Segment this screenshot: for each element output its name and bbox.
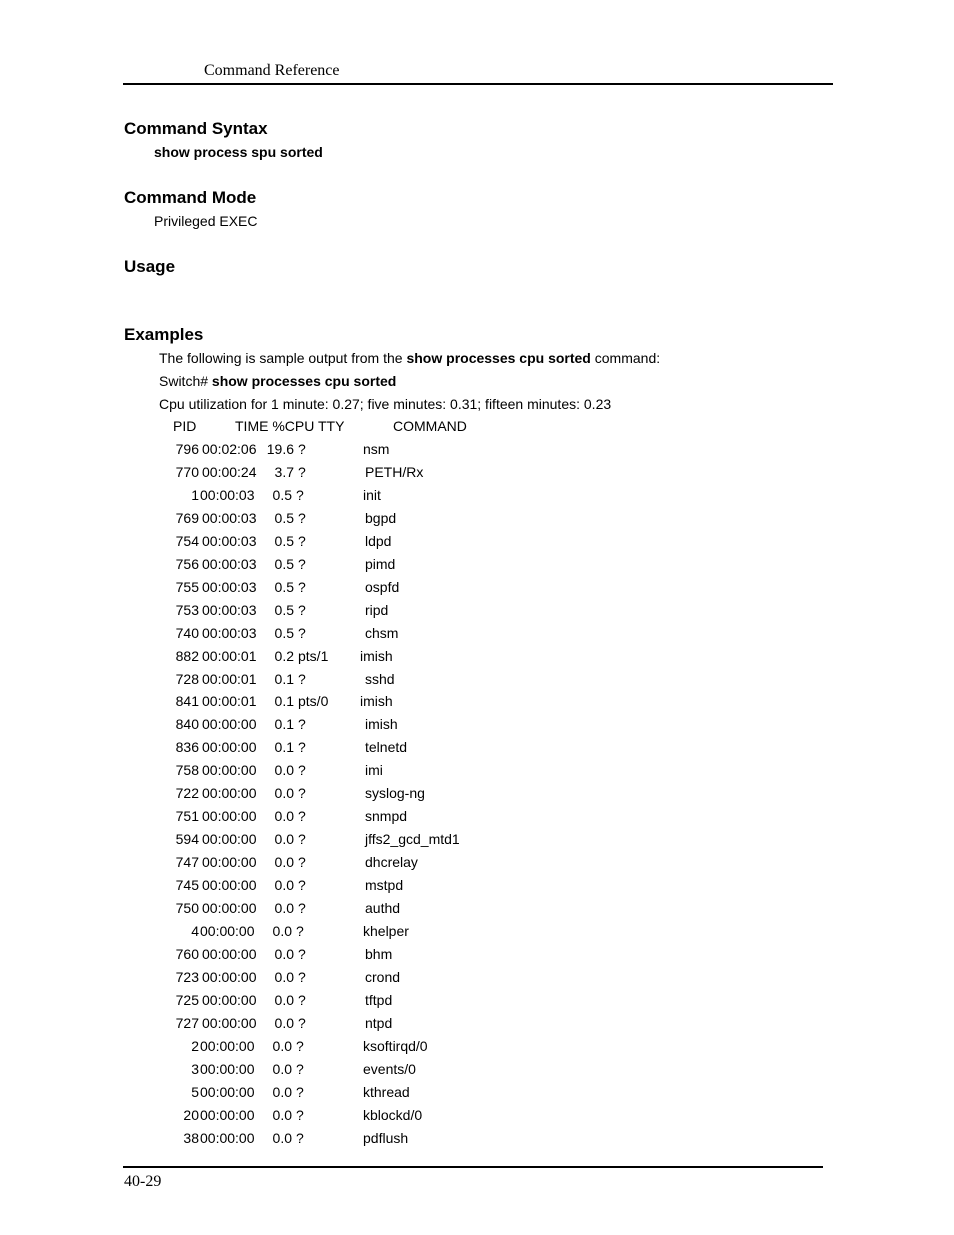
command-cell: PETH/Rx [365,464,424,480]
tty-cell: ? [298,900,306,916]
tty-cell: ? [296,1084,304,1100]
command-cell: imish [365,716,398,732]
cpu-cell: 0.0 [274,992,294,1008]
command-cell: imish [360,648,393,664]
tty-cell: ? [298,808,306,824]
pid-cell: 5 [191,1084,199,1100]
tty-cell: ? [298,716,306,732]
pid-cell: 727 [175,1015,199,1031]
col-header-pid: PID [173,418,197,434]
time-cell: 00:00:00 [202,946,257,962]
command-mode-text: Privileged EXEC [154,213,258,229]
command-cell: jffs2_gcd_mtd1 [365,831,460,847]
time-cell: 00:00:00 [202,1015,257,1031]
time-cell: 00:00:24 [202,464,257,480]
cpu-cell: 0.0 [274,946,294,962]
tty-cell: ? [296,1061,304,1077]
command-cell: pimd [365,556,396,572]
examples-intro [159,350,660,366]
time-cell: 00:00:03 [202,510,257,526]
cpu-cell: 0.0 [274,831,294,847]
running-header: Command Reference [204,62,340,79]
cpu-cell: 0.5 [274,510,294,526]
cpu-cell: 0.1 [274,739,294,755]
usage-heading: Usage [124,257,176,276]
time-cell: 00:00:00 [202,900,257,916]
pid-cell: 725 [175,992,199,1008]
time-cell: 00:00:00 [202,716,257,732]
cpu-cell: 0.0 [272,1107,292,1123]
tty-cell: ? [298,831,306,847]
tty-cell: ? [298,556,306,572]
pid-cell: 751 [175,808,199,824]
time-cell: 00:00:03 [202,579,257,595]
tty-cell: ? [296,1107,304,1123]
command-cell: pdflush [363,1130,409,1146]
intro-text: The following is sample output from the [159,350,407,366]
tty-cell: ? [298,785,306,801]
pid-cell: 745 [175,877,199,893]
cpu-cell: 19.6 [266,441,294,457]
command-cell: imi [365,762,383,778]
time-cell: 00:00:00 [200,1084,255,1100]
pid-cell: 3 [191,1061,199,1077]
tty-cell: ? [298,579,306,595]
pid-cell: 770 [175,464,199,480]
tty-cell: pts/0 [298,693,329,709]
time-cell: 00:00:00 [200,1107,255,1123]
cpu-cell: 0.1 [274,671,294,687]
cpu-cell: 0.0 [272,1084,292,1100]
tty-cell: ? [298,854,306,870]
tty-cell: ? [298,969,306,985]
pid-cell: 1 [191,487,199,503]
pid-cell: 2 [191,1038,199,1054]
command-cell: syslog-ng [365,785,425,801]
time-cell: 00:00:03 [202,602,257,618]
command-cell: imish [360,693,393,709]
cpu-cell: 0.0 [274,877,294,893]
pid-cell: 769 [175,510,199,526]
command-cell: crond [365,969,401,985]
command-cell: kblockd/0 [363,1107,423,1123]
time-cell: 00:00:03 [202,533,257,549]
cpu-cell: 0.5 [272,487,292,503]
command-cell: ntpd [365,1015,393,1031]
pid-cell: 594 [175,831,199,847]
time-cell: 00:00:03 [202,556,257,572]
command-syntax-heading: Command Syntax [124,119,268,138]
cpu-cell: 0.0 [274,854,294,870]
col-header-time-cpu-tty: TIME %CPU TTY [235,418,345,434]
pid-cell: 836 [175,739,199,755]
time-cell: 00:00:00 [200,923,255,939]
cpu-cell: 0.1 [274,693,294,709]
time-cell: 00:00:00 [202,808,257,824]
command-cell: ripd [365,602,389,618]
cpu-cell: 0.5 [274,602,294,618]
cpu-cell: 0.5 [274,625,294,641]
time-cell: 00:00:03 [200,487,255,503]
header-rule [123,83,833,85]
pid-cell: 882 [175,648,199,664]
time-cell: 00:00:00 [200,1061,255,1077]
time-cell: 00:00:03 [202,625,257,641]
cpu-utilization-line: Cpu utilization for 1 minute: 0.27; five minutes: 0.31; fifteen minutes: 0.23 [159,396,612,412]
pid-cell: 754 [175,533,199,549]
cpu-cell: 0.0 [272,1130,292,1146]
pid-cell: 740 [175,625,199,641]
tty-cell: ? [296,923,304,939]
time-cell: 00:00:01 [202,693,257,709]
cli-prompt-line [159,373,396,389]
tty-cell: ? [298,510,306,526]
time-cell: 00:02:06 [202,441,257,457]
pid-cell: 728 [175,671,199,687]
pid-cell: 756 [175,556,199,572]
page-number: 40-29 [124,1173,162,1190]
col-header-command: COMMAND [393,418,467,434]
command-cell: bhm [365,946,393,962]
tty-cell: pts/1 [298,648,329,664]
cli-command: show processes cpu sorted [211,373,397,389]
command-cell: tftpd [365,992,393,1008]
tty-cell: ? [298,441,306,457]
tty-cell: ? [296,1130,304,1146]
cpu-cell: 0.0 [274,1015,294,1031]
cpu-cell: 0.5 [274,579,294,595]
time-cell: 00:00:01 [202,648,257,664]
time-cell: 00:00:00 [200,1130,255,1146]
time-cell: 00:00:00 [200,1038,255,1054]
tty-cell: ? [298,464,306,480]
footer-rule [123,1166,823,1168]
cpu-cell: 0.0 [272,923,292,939]
cpu-cell: 0.2 [274,648,294,664]
tty-cell: ? [298,877,306,893]
pid-cell: 723 [175,969,199,985]
time-cell: 00:00:00 [202,992,257,1008]
time-cell: 00:00:00 [202,762,257,778]
pid-cell: 750 [175,900,199,916]
pid-cell: 747 [175,854,199,870]
time-cell: 00:00:00 [202,785,257,801]
time-cell: 00:00:00 [202,969,257,985]
tty-cell: ? [298,946,306,962]
command-cell: mstpd [365,877,404,893]
command-cell: bgpd [365,510,397,526]
command-cell: dhcrelay [365,854,418,870]
command-cell: telnetd [365,739,408,755]
cpu-cell: 0.0 [272,1038,292,1054]
pid-cell: 755 [175,579,199,595]
tty-cell: ? [298,602,306,618]
cpu-cell: 0.0 [274,900,294,916]
command-cell: khelper [363,923,409,939]
time-cell: 00:00:00 [202,877,257,893]
command-cell: nsm [363,441,390,457]
examples-heading: Examples [124,325,204,344]
command-cell: authd [365,900,401,916]
pid-cell: 722 [175,785,199,801]
pid-cell: 840 [175,716,199,732]
command-cell: chsm [365,625,399,641]
tty-cell: ? [296,487,304,503]
command-cell: init [363,487,381,503]
tty-cell: ? [298,1015,306,1031]
tty-cell: ? [298,671,306,687]
time-cell: 00:00:00 [202,854,257,870]
time-cell: 00:00:00 [202,831,257,847]
tty-cell: ? [298,739,306,755]
pid-cell: 38 [183,1130,199,1146]
command-cell: ldpd [365,533,392,549]
pid-cell: 758 [175,762,199,778]
tty-cell: ? [298,762,306,778]
command-cell: snmpd [365,808,408,824]
pid-cell: 20 [183,1107,199,1123]
command-cell: ospfd [365,579,400,595]
pid-cell: 760 [175,946,199,962]
tty-cell: ? [296,1038,304,1054]
tty-cell: ? [298,533,306,549]
command-cell: ksoftirqd/0 [363,1038,428,1054]
tty-cell: ? [298,992,306,1008]
command-syntax-text: show process spu sorted [154,144,323,160]
command-cell: sshd [365,671,395,687]
pid-cell: 796 [175,441,199,457]
intro-command: show processes cpu sorted [406,350,591,366]
pid-cell: 4 [191,923,199,939]
cpu-cell: 0.0 [274,762,294,778]
cpu-cell: 0.0 [274,785,294,801]
cpu-cell: 0.0 [274,969,294,985]
cpu-cell: 0.0 [274,808,294,824]
tty-cell: ? [298,625,306,641]
cpu-cell: 0.5 [274,556,294,572]
command-cell: events/0 [363,1061,416,1077]
cli-prompt: Switch# [159,373,212,389]
cpu-cell: 0.1 [274,716,294,732]
time-cell: 00:00:01 [202,671,257,687]
cpu-cell: 0.0 [272,1061,292,1077]
cpu-cell: 3.7 [274,464,294,480]
command-cell: kthread [363,1084,410,1100]
cpu-cell: 0.5 [274,533,294,549]
intro-suffix: command: [590,350,661,366]
pid-cell: 841 [175,693,199,709]
time-cell: 00:00:00 [202,739,257,755]
pid-cell: 753 [175,602,199,618]
command-mode-heading: Command Mode [124,188,257,207]
